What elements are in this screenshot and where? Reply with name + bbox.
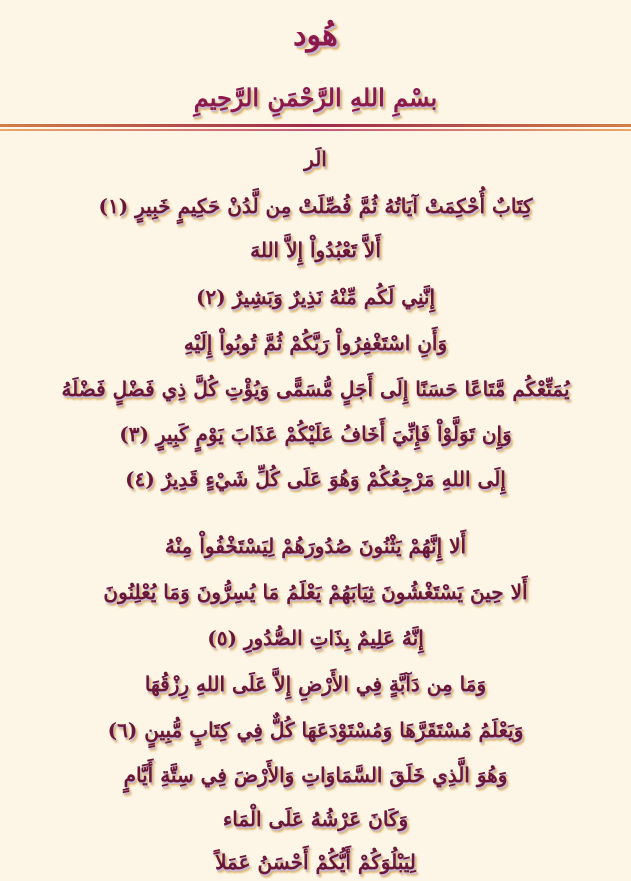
verse-line: أَلا حِينَ يَسْتَغْشُونَ ثِيَابَهُمْ يَعْلَمُ مَا يُسِرُّونَ وَمَا يُعْلِنُونَ [103, 580, 528, 604]
divider-line-bottom [0, 129, 631, 131]
verse-line: وَيَعْلَمُ مُسْتَقَرَّهَا وَمُسْتَوْدَعَهَا كُلٌّ فِي كِتَابٍ مُّبِينٍ (٦) [107, 718, 524, 742]
verse-line: وَأَنِ اسْتَغْفِرُواْ رَبَّكُمْ ثُمَّ تُوبُواْ إِلَيْهِ [183, 331, 448, 355]
verse-line: كِتَابٌ أُحْكِمَتْ آيَاتُهُ ثُمَّ فُصِّلَتْ مِن لَّدُنْ حَكِيمٍ خَبِيرٍ (١) [98, 194, 533, 218]
divider [0, 124, 631, 134]
verse-line: أَلا إِنَّهُمْ يَثْنُونَ صُدُورَهُمْ لِيَسْتَخْفُواْ مِنْهُ [164, 534, 467, 558]
verse-line: إِنَّنِي لَكُم مِّنْهُ نَذِيرٌ وَبَشِيرٌ (٢) [195, 285, 436, 309]
verse-line: وَهُوَ الَّذِي خَلَقَ السَّمَاوَاتِ وَالأَرْضَ فِي سِتَّةِ أَيَّامٍ [123, 763, 508, 787]
verse-line: إِلَى اللهِ مَرْجِعُكُمْ وَهُوَ عَلَى كُلِّ شَيْءٍ قَدِيرٌ (٤) [125, 467, 506, 491]
verse-line: وَمَا مِن دَآبَّةٍ فِي الأَرْضِ إِلاَّ عَلَى اللهِ رِزْقُهَا [144, 672, 487, 696]
divider-line-top [0, 124, 631, 127]
verse-line: يُمَتِّعْكُم مَّتَاعًا حَسَنًا إِلَى أَجَلٍ مُّسَمًّى وَيُؤْتِ كُلَّ ذِي فَضْلٍ فَضْلَهُ [61, 377, 570, 401]
verse-line: الَر [304, 147, 327, 171]
surah-title: هُود [293, 18, 338, 53]
verse-line: لِيَبْلُوَكُمْ أَيُّكُمْ أَحْسَنُ عَمَلاً [215, 850, 416, 874]
verse-line: وَكَانَ عَرْشُهُ عَلَى الْمَاء [222, 807, 409, 831]
verse-line: أَلاَّ تَعْبُدُواْ إِلاَّ اللهَ [250, 238, 381, 262]
basmala: بسْمِ اللهِ الرَّحْمَنِ الرَّحِيمِ [193, 83, 438, 112]
verse-line: إِنَّهُ عَلِيمٌ بِذَاتِ الصُّدُورِ (٥) [207, 626, 424, 650]
verse-line: وَإِن تَوَلَّوْاْ فَإِنِّيَ أَخَافُ عَلَيْكُمْ عَذَابَ يَوْمٍ كَبِيرٍ (٣) [119, 422, 512, 446]
